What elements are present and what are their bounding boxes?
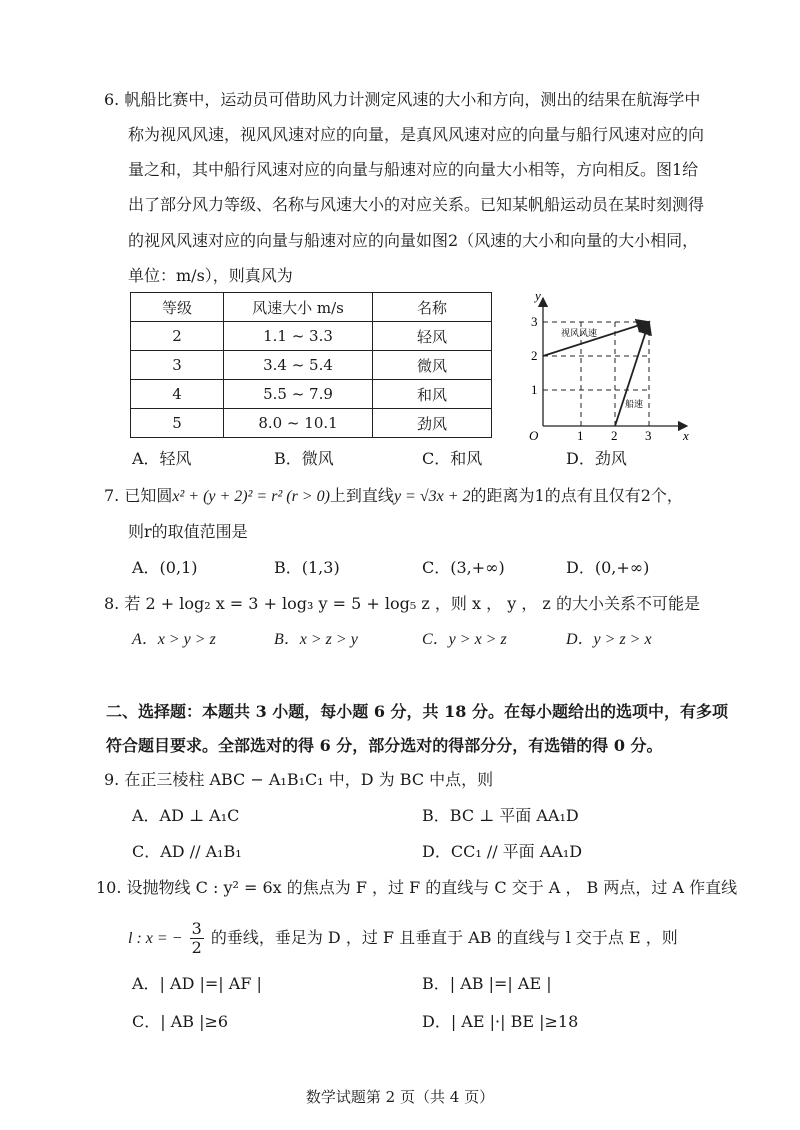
q7-text-post: 的距离为1的点有且仅有2个， (470, 486, 683, 505)
y-tick-label: 3 (531, 314, 538, 329)
q7-text-mid: 上到直线 (329, 486, 394, 505)
q7-number: 7. (104, 486, 120, 505)
q8-number: 8. (104, 594, 120, 613)
origin-label: O (529, 428, 539, 443)
boat-velocity-vector (615, 322, 649, 426)
table-header: 风速大小 m/s (224, 293, 373, 322)
q10-options-row-2 (132, 1010, 772, 1034)
q8-option-c[interactable]: C．y > x > z (422, 631, 507, 648)
section-2-heading-line-2: 符合题目要求。全部选对的得 6 分，部分选对的得部分分，有选错的得 0 分。 (106, 736, 663, 755)
q10-option-d[interactable]: D．| AE |·| BE |≥18 (422, 1012, 579, 1031)
table-cell: 4 (131, 380, 224, 409)
q8-option-d[interactable]: D．y > z > x (566, 631, 652, 648)
q6-options (132, 447, 772, 471)
q6-option-c[interactable]: C．和风 (422, 449, 483, 468)
table-row (131, 351, 492, 380)
table-cell: 劲风 (373, 409, 492, 438)
q10-number: 10. (96, 878, 122, 897)
q9-line-1 (104, 768, 493, 792)
q7-line-2: 则r的取值范围是 (128, 522, 248, 541)
q8-option-a[interactable]: A．x > y > z (132, 631, 216, 648)
q10-line-1 (96, 876, 737, 900)
vector-figure (527, 286, 697, 446)
q8-options (132, 628, 772, 652)
y-tick-label: 1 (531, 382, 538, 397)
section-2-heading-line-1: 二、选择题：本题共 3 小题，每小题 6 分，共 18 分。在每小题给出的选项中，有多项 (106, 702, 728, 721)
q10-options-row-1 (132, 972, 772, 996)
table-row (131, 409, 492, 438)
table-cell: 8.0 ~ 10.1 (224, 409, 373, 438)
q9-options-row-2 (132, 840, 772, 864)
x-tick-label: 1 (577, 428, 584, 443)
boat-velocity-label: 船速 (625, 400, 644, 410)
q8-line-1 (104, 592, 700, 616)
q10-option-b[interactable]: B．| AB |=| AE | (422, 974, 552, 993)
table-header: 等级 (131, 293, 224, 322)
apparent-wind-vector (543, 322, 649, 356)
y-tick-label: 2 (531, 348, 538, 363)
q6-number: 6. (104, 90, 120, 109)
table-cell: 轻风 (373, 322, 492, 351)
q10-text-1: 设抛物线 C : y² = 6x 的焦点为 F ，过 F 的直线与 C 交于 A ， B 两点，过 A 作直线 (126, 878, 738, 897)
page-footer: 数学试题第 2 页（共 4 页） (305, 1088, 495, 1106)
q6-option-d[interactable]: D．劲风 (566, 449, 627, 468)
wind-scale-table (130, 292, 492, 438)
table-cell: 和风 (373, 380, 492, 409)
q9-options-row-1 (132, 804, 772, 828)
q9-option-a[interactable]: A．AD ⊥ A₁C (132, 806, 240, 825)
y-axis-label: y (535, 288, 541, 303)
q6-text-1: 帆船比赛中，运动员可借助风力计测定风速的大小和方向，测出的结果在航海学中 (124, 90, 701, 109)
q6-line-4: 出了部分风力等级、名称与风速大小的对应关系。已知某帆船运动员在某时刻测得 (128, 195, 705, 214)
table-cell: 3.4 ~ 5.4 (224, 351, 373, 380)
fraction (190, 920, 204, 957)
q10-line-eq: l : x = − (128, 930, 183, 947)
q7-line-1 (104, 484, 683, 509)
fraction-numerator: 3 (191, 919, 202, 938)
table-cell: 2 (131, 322, 224, 351)
q7-option-d[interactable]: D．(0,+∞) (566, 558, 650, 577)
q7-options (132, 556, 772, 580)
q6-line-2: 称为视风风速，视风风速对应的向量，是真风风速对应的向量与船行风速对应的向 (128, 125, 705, 144)
q7-option-a[interactable]: A．(0,1) (132, 558, 198, 577)
q6-line-1 (104, 88, 700, 112)
table-cell: 5 (131, 409, 224, 438)
q7-circle-eq: x² + (y + 2)² = r² (r > 0) (172, 488, 330, 505)
q9-number: 9. (104, 770, 120, 789)
apparent-wind-label: 视风风速 (561, 329, 598, 339)
table-row (131, 322, 492, 351)
q9-text: 在正三棱柱 ABC − A₁B₁C₁ 中，D 为 BC 中点，则 (124, 770, 494, 789)
table-cell: 3 (131, 351, 224, 380)
q6-line-3: 量之和，其中船行风速对应的向量与船速对应的向量大小相等，方向相反。图1给 (128, 160, 699, 179)
q8-text: 若 2 + log₂ x = 3 + log₃ y = 5 + log₅ z ，则 x ， y ， z 的大小关系不可能是 (124, 594, 700, 613)
q9-option-c[interactable]: C．AD // A₁B₁ (132, 842, 242, 861)
q10-line-2 (128, 918, 678, 959)
table-cell: 微风 (373, 351, 492, 380)
table-header-row (131, 293, 492, 322)
q6-option-a[interactable]: A．轻风 (132, 449, 192, 468)
x-tick-label: 3 (645, 428, 652, 443)
q10-text-2: 的垂线，垂足为 D ，过 F 且垂直于 AB 的直线与 l 交于点 E ，则 (210, 928, 678, 947)
q7-option-b[interactable]: B．(1,3) (274, 558, 340, 577)
q6-line-6: 单位：m/s），则真风为 (128, 266, 293, 285)
fraction-denominator: 2 (191, 938, 202, 957)
q6-option-b[interactable]: B．微风 (274, 449, 334, 468)
q7-option-c[interactable]: C．(3,+∞) (422, 558, 505, 577)
q6-line-5: 的视风风速对应的向量与船速对应的向量如图2（风速的大小和向量的大小相同， (128, 231, 699, 250)
q9-option-d[interactable]: D．CC₁ // 平面 AA₁D (422, 842, 583, 861)
q7-text-pre: 已知圆 (124, 486, 173, 505)
q8-option-b[interactable]: B．x > z > y (274, 631, 358, 648)
q10-option-a[interactable]: A．| AD |=| AF | (132, 974, 262, 993)
x-axis-label: x (683, 428, 689, 443)
q9-option-b[interactable]: B．BC ⊥ 平面 AA₁D (422, 806, 579, 825)
x-tick-label: 2 (611, 428, 618, 443)
q10-option-c[interactable]: C．| AB |≥6 (132, 1012, 229, 1031)
table-cell: 1.1 ~ 3.3 (224, 322, 373, 351)
q7-line-eq: y = √3x + 2 (393, 488, 471, 505)
table-cell: 5.5 ~ 7.9 (224, 380, 373, 409)
table-row (131, 380, 492, 409)
table-header: 名称 (373, 293, 492, 322)
